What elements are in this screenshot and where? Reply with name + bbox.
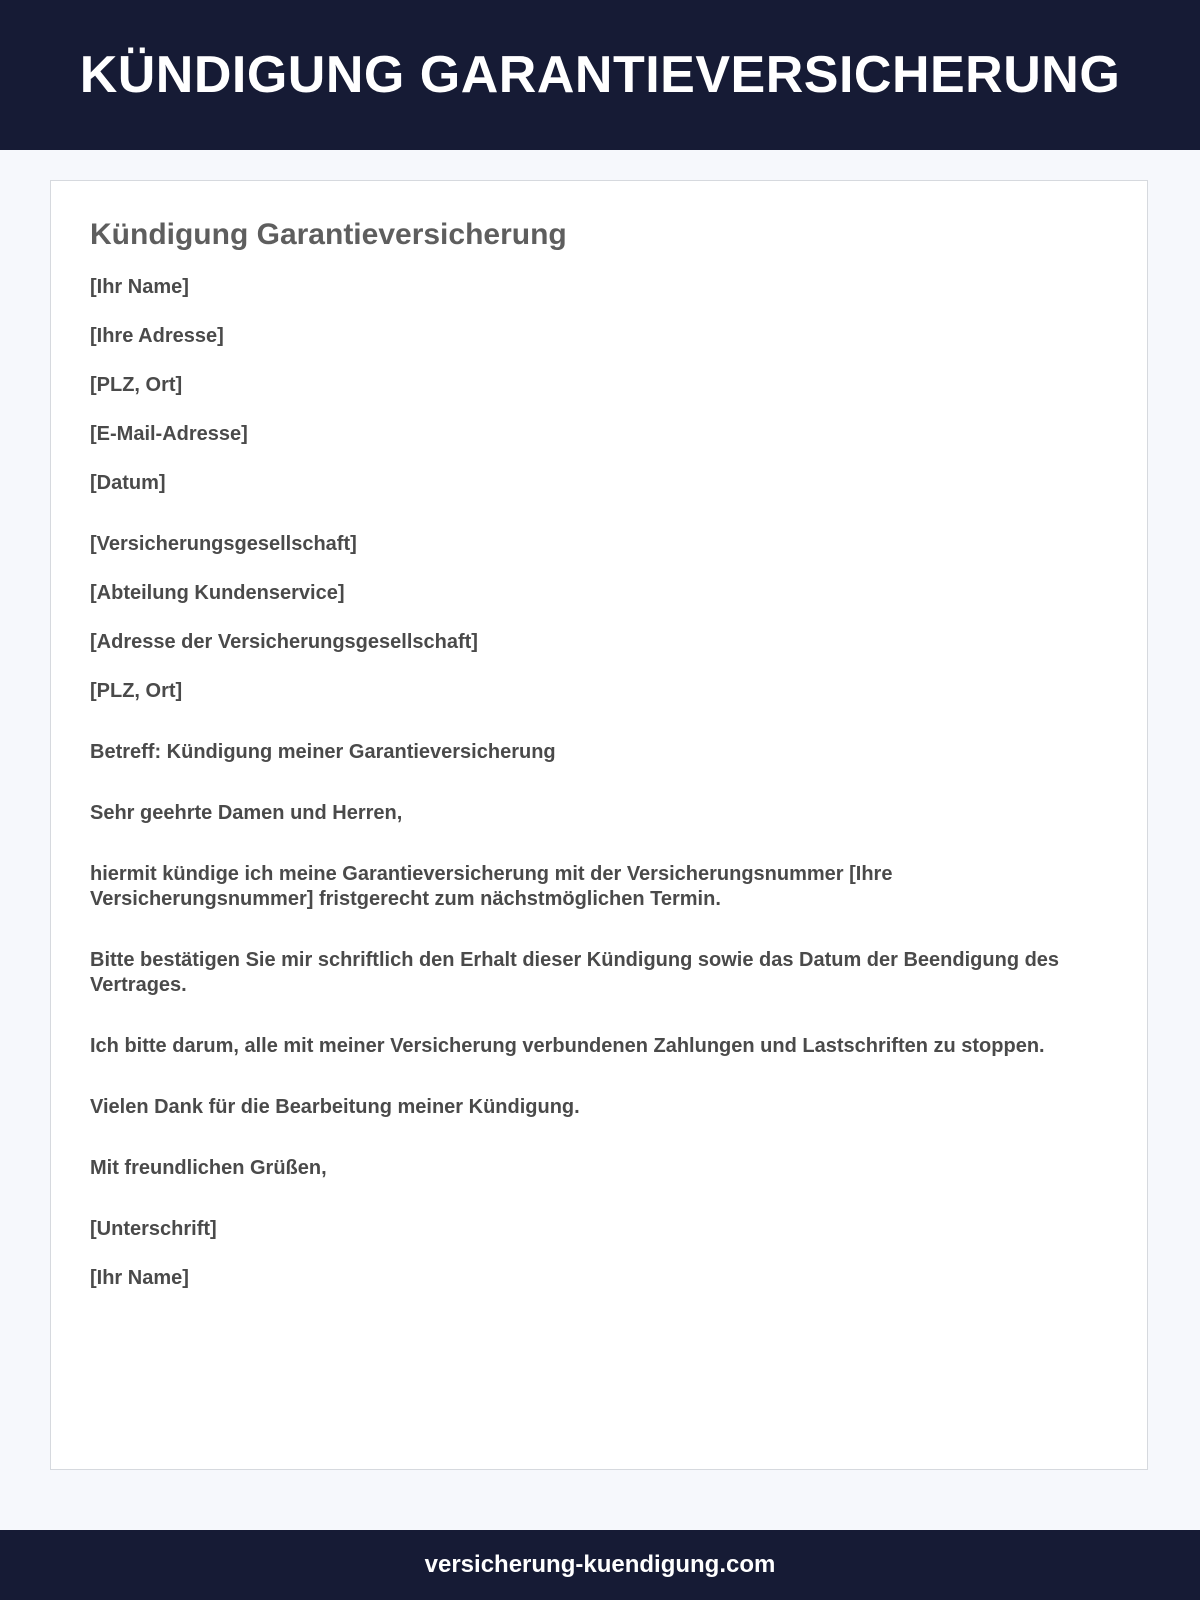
letter-card — [50, 180, 1148, 1470]
letter-paragraph: Ich bitte darum, alle mit meiner Versicherung verbundenen Zahlungen und Lastschriften zu stoppen. — [90, 1035, 1045, 1057]
letter-closing: Mit freundlichen Grüßen, — [90, 1157, 327, 1179]
sender-address: [Ihre Adresse] — [90, 325, 224, 347]
sender-city: [PLZ, Ort] — [90, 374, 183, 396]
letter-salutation: Sehr geehrte Damen und Herren, — [90, 802, 403, 824]
letter-paragraph: hiermit kündige ich meine Garantieversicherung mit der Versicherungsnummer [Ihre Versicherungsnummer] fristgerecht zum nächstmöglichen Termin. — [90, 863, 893, 910]
page-title: KÜNDIGUNG GARANTIEVERSICHERUNG — [79, 46, 1121, 104]
recipient-block — [90, 532, 1108, 704]
letter-subject: Betreff: Kündigung meiner Garantieversicherung — [90, 741, 556, 763]
recipient-city: [PLZ, Ort] — [90, 680, 183, 702]
recipient-department: [Abteilung Kundenservice] — [90, 582, 345, 604]
letter-paragraph: Vielen Dank für die Bearbeitung meiner Kündigung. — [90, 1096, 580, 1118]
sender-block — [90, 275, 1108, 496]
sender-email: [E-Mail-Adresse] — [90, 423, 248, 445]
sender-name: [Ihr Name] — [90, 276, 189, 298]
letter-date: [Datum] — [90, 472, 166, 494]
letter-paragraph: Bitte bestätigen Sie mir schriftlich den Erhalt dieser Kündigung sowie das Datum der Beendigung des Vertrages. — [90, 949, 1060, 996]
signature-name: [Ihr Name] — [90, 1267, 189, 1289]
recipient-company: [Versicherungsgesellschaft] — [90, 533, 357, 555]
page-footer — [0, 1530, 1200, 1600]
recipient-address: [Adresse der Versicherungsgesellschaft] — [90, 631, 478, 653]
letter-title: Kündigung Garantieversicherung — [90, 218, 567, 251]
signature-placeholder: [Unterschrift] — [90, 1218, 217, 1240]
page-header — [0, 0, 1200, 150]
footer-link[interactable]: versicherung-kuendigung.com — [424, 1551, 776, 1578]
